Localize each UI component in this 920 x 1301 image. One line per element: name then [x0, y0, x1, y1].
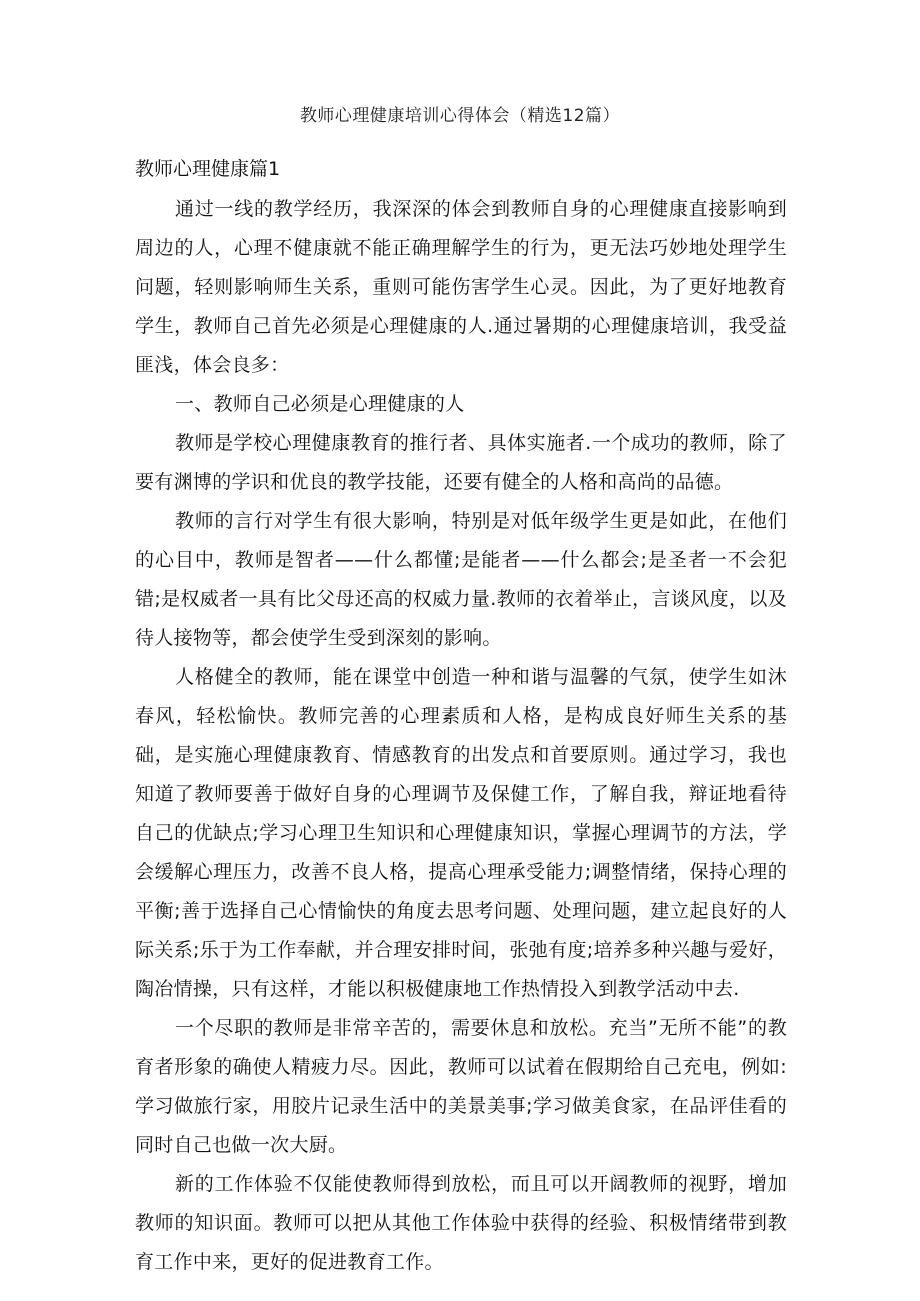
paragraph-teacher-role: 教师是学校心理健康教育的推行者、具体实施者.一个成功的教师，除了要有渊博的学识和优良的教学技能，还要有健全的人格和高尚的品德。 [135, 432, 787, 493]
paragraph-subheading: 一、教师自己必须是心理健康的人 [175, 393, 465, 415]
paragraph-intro: 通过一线的教学经历，我深深的体会到教师自身的心理健康直接影响到周边的人，心理不健康就不能正确理解学生的行为，更无法巧妙地处理学生问题，轻则影响师生关系，重则可能伤害学生心灵。因此，为了更好地教育学生，教师自己首先必须是心理健康的人.通过暑期的心理健康培训，我受益匪浅，体会良多： [135, 198, 787, 376]
paragraph-teacher-influence: 教师的言行对学生有很大影响，特别是对低年级学生更是如此，在他们的心目中，教师是智者——什么都懂;是能者——什么都会;是圣者一不会犯错;是权威者一具有比父母还高的权威力量.教师的衣着举止，言谈风度，以及待人接物等，都会使学生受到深刻的影响。 [135, 510, 787, 649]
paragraph-new-experience: 新的工作体验不仅能使教师得到放松，而且可以开阔教师的视野，增加教师的知识面。教师可以把从其他工作体验中获得的经验、积极情绪带到教育工作中来，更好的促进教育工作。 [135, 1173, 787, 1273]
section-heading: 教师心理健康篇1 [135, 158, 281, 180]
document-title: 教师心理健康培训心得体会（精选12篇） [299, 106, 621, 126]
document-body [135, 190, 787, 1282]
paragraph-healthy-personality: 人格健全的教师，能在课堂中创造一种和谐与温馨的气氛，使学生如沐春风，轻松愉快。教师完善的心理素质和人格，是构成良好师生关系的基础，是实施心理健康教育、情感教育的出发点和首要原则。通过学习，我也知道了教师要善于做好自身的心理调节及保健工作，了解自我，辩证地看待自己的优缺点;学习心理卫生知识和心理健康知识，掌握心理调节的方法，学会缓解心理压力，改善不良人格，提高心理承受能力;调整情绪，保持心理的平衡;善于选择自己心情愉快的角度去思考问题、处理问题，建立起良好的人际关系;乐于为工作奉献，并合理安排时间，张弛有度;培养多种兴趣与爱好，陶冶情操，只有这样，才能以积极健康地工作热情投入到教学活动中去. [135, 666, 787, 1000]
paragraph-rest-and-relax: 一个尽职的教师是非常辛苦的，需要休息和放松。充当”无所不能”的教育者形象的确使人精疲力尽。因此，教师可以试着在假期给自己充电，例如: 学习做旅行家，用胶片记录生活中的美景美事;学习做美食家，在品评佳看的同时自己也做一次大厨。 [135, 1017, 787, 1156]
